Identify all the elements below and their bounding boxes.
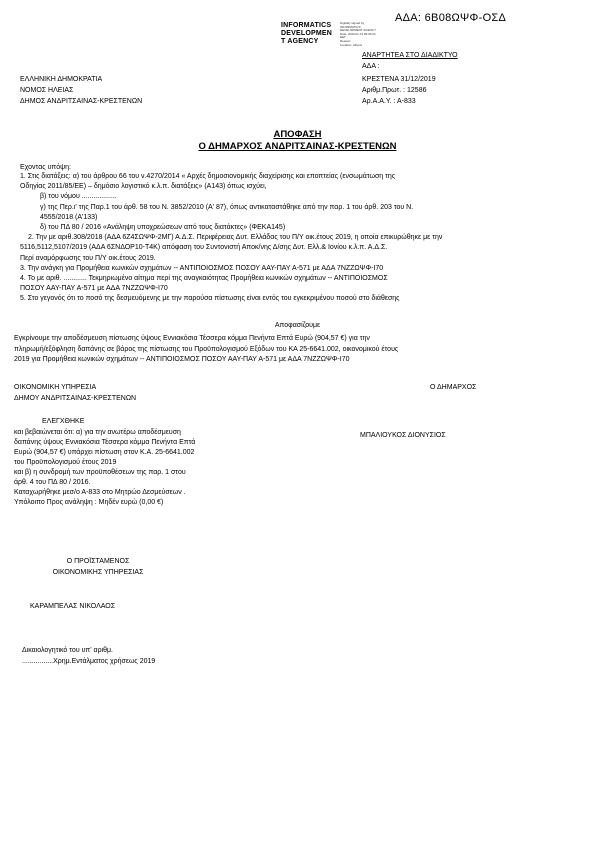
signature-logo-text [281, 22, 332, 46]
checked-line: και βεβαιώνεται ότι: α) για την ανωτέρω αποδέσμευση [14, 429, 181, 436]
ada-label: ΑΔΑ : [362, 63, 380, 70]
finance-line: ΔΗΜΟΥ ΑΝΔΡΙΤΣΑΙΝΑΣ-ΚΡΕΣΤΕΝΩΝ [14, 395, 137, 402]
checked-line: Ευρώ (904,57 €) υπάρχει πίστωση στον Κ.Α. 25-6641.002 [14, 449, 195, 456]
head-of-finance [0, 556, 196, 578]
considerations-list [20, 172, 442, 305]
consideration-line: β) του νόμου .................. [40, 193, 117, 201]
consideration-line: 5. Στο γεγονός ότι το ποσό της δεσμευόμενης με την παρούσα πίστωσης είναι εντός του εγκεκριμένου ποσού στο διάθεσης [20, 295, 400, 303]
head-line: ΟΙΚΟΝΟΜΙΚΗΣ ΥΠΗΡΕΣΙΑΣ [52, 569, 144, 576]
consideration-line: Οδηγίας 2011/85/ΕΕ) – δημόσιο λογιστικό κ.λ.π. διατάξεις» (Α143) όπως ισχύει, [20, 183, 267, 191]
sig-line: Date: 2020.01.13 09:36:24 [340, 31, 376, 36]
consideration-line: Περί αναμόρφωσης του Π/Υ οικ.έτους 2019. [20, 254, 156, 262]
sig-line: EET [340, 35, 346, 40]
header-right [362, 74, 436, 107]
document-subtitle: Ο ΔΗΜΑΡΧΟΣ ΑΝΔΡΙΤΣΑΙΝΑΣ-ΚΡΕΣΤΕΝΩΝ [198, 141, 397, 152]
mayor-title: Ο ΔΗΜΑΡΧΟΣ [430, 384, 477, 391]
footer-note [22, 646, 155, 667]
checked-line: Καταχωρήθηκε μεσ/ο Α-833 στο Μητρώο Δεσμεύσεων . [14, 489, 186, 496]
header-left-line: ΕΛΛΗΝΙΚΗ ΔΗΜΟΚΡΑΤΙΑ [20, 76, 103, 83]
posted-online-label: ΑΝΑΡΤΗΤΕΑ ΣΤΟ ΔΙΑΔΙΚΤΥΟ [362, 52, 458, 59]
sig-line: Reason: [340, 38, 352, 43]
header-right-line: Αρ.Α.Α.Υ. : Α-833 [362, 98, 416, 105]
consideration-line: 5116,5112,5107/2019 (ΑΔΑ 6ΣΝΔΟΡ10-Τ4Κ) απόφαση του Συντονιστή Αποκ/νης Δ/σης Δυτ. Ελλ.& Ιονίου κ.λ.π. Α.Δ.Σ. [20, 244, 388, 252]
finance-line: ΟΙΚΟΝΟΜΙΚΗ ΥΠΗΡΕΣΙΑ [14, 384, 97, 391]
consideration-line: γ) της Περ.ι' της Παρ.1 του άρθ. 58 του Ν. 3852/2010 (Α' 87), όπως αντικαταστάθηκε από την παρ. 1 του άρθ. 203 του Ν. [40, 203, 414, 211]
decision-line: πληρωμή/εξόφληση δαπάνης σε βάρος της πίστωσης του Προϋπολογισμού Εξόδων του ΚΑ 25-6641.002, οικονομικού έτους [14, 345, 399, 353]
footer-line: Δικαιολογητικό του υπ' αριθμ. [22, 647, 113, 654]
header-left-line: ΝΟΜΟΣ ΗΛΕΙΑΣ [20, 87, 74, 94]
checked-line: άρθ. 4 του ΠΔ 80 / 2016. [14, 479, 91, 486]
head-of-finance-name: ΚΑΡΑΜΠΕΛΑΣ ΝΙΚΟΛΑΟΣ [30, 603, 116, 610]
decision-text [14, 334, 398, 366]
logo-line: DEVELOPMEN [281, 30, 333, 37]
intro-text: Εχοντας υπόψη: [20, 164, 71, 171]
consideration-line: 4. Το με αριθ. ............ Τεκμηριωμένο αίτημα περί της αναγκαιότητας Προμήθεια κωνικών σχημάτων -- ΑΝΤΙΠΟΙΟΣΜΟΣ [20, 275, 388, 283]
header-right-line: ΚΡΕΣΤΕΝΑ 31/12/2019 [362, 76, 436, 83]
ada-number: ΑΔΑ: 6Β08ΩΨΦ-ΟΣΔ [395, 12, 507, 24]
checked-line: δαπάνης ύψους Εννιακόσια Τέσσερα κόμμα Πενήντα Επτά [14, 439, 196, 446]
logo-line: INFORMATICS [281, 22, 332, 29]
consideration-line: ΠΟΣΟΥ ΑΑΥ-ΠΑΥ Α-571 με ΑΔΑ 7ΝΖΖΩΨΦ-Ι70 [20, 285, 168, 293]
checked-line: Υπόλοιπο Προς ανάληψη : Μηδέν ευρώ (0,00 €) [14, 499, 164, 506]
footer-line: ................Χρημ.Εντάλματος χρήσεως 2019 [22, 657, 156, 665]
decide-label: Αποφασίζουμε [274, 322, 321, 329]
consideration-line: 3. Την ανάγκη για Προμήθεια κωνικών σχημάτων -- ΑΝΤΙΠΟΙΟΣΜΟΣ ΠΟΣΟΥ ΑΑΥ-ΠΑΥ Α-571 με ΑΔΑ 7ΝΖΖΩΨΦ-Ι70 [20, 264, 384, 272]
sig-line: DEVELOPMENT AGENCY [340, 28, 376, 33]
checked-line: και β) η συνδρομή των προϋποθέσεων της παρ. 1 στου [14, 469, 186, 476]
mayor-name: ΜΠΑΛΙΟΥΚΟΣ ΔΙΟΝΥΣΙΟΣ [360, 432, 446, 439]
logo-line: T AGENCY [281, 38, 319, 45]
checked-label: ΕΛΕΓΧΘΗΚΕ [42, 418, 85, 425]
sig-line: Digitally signed by [340, 21, 365, 25]
checked-details [14, 428, 195, 508]
consideration-line: 4555/2018 (Α'133) [40, 213, 98, 221]
header-right-line: Αριθμ.Πρωτ. : 12586 [362, 87, 427, 94]
sig-line: Location: Athens [340, 42, 363, 47]
digital-signature-details [340, 22, 376, 47]
header-left [20, 74, 142, 107]
finance-department [14, 382, 136, 404]
header-left-line: ΔΗΜΟΣ ΑΝΔΡΙΤΣΑΙΝΑΣ-ΚΡΕΣΤΕΝΩΝ [20, 98, 143, 105]
consideration-line: 2. Την με αριθ.308/2018 (ΑΔΑ 6Ζ4ΣΩΨΦ-2ΜΓ) Α.Δ.Σ. Περιφέρειας Δυτ. Ελλάδας του Π/Υ οικ.έτους 2019, η οποία επικυρώθηκε με την [28, 234, 443, 242]
head-line: Ο ΠΡΟΪΣΤΑΜΕΝΟΣ [66, 558, 130, 565]
decision-line: Εγκρίνουμε την αποδέσμευση πίστωσης ύψους Εννιακόσια Τέσσερα κόμμα Πενήντα Επτά Ευρώ (904,57 €) για την [14, 335, 370, 342]
sig-line: INFORMATICS [340, 24, 361, 29]
consideration-line: 1. Στις διατάξεις: α) του άρθρου 66 του ν.4270/2014 « Αρχές δημοσιονομικής διαχείρισης και εποπτείας (ενσωμάτωση της [20, 173, 396, 180]
document-title: ΑΠΟΦΑΣΗ [273, 129, 322, 140]
decision-line: 2019 για Προμήθεια κωνικών σχημάτων -- ΑΝΤΙΠΟΙΟΣΜΟΣ ΠΟΣΟΥ ΑΑΥ-ΠΑΥ Α-571 με ΑΔΑ 7ΝΖΖΩΨΦ-Ι70 [14, 356, 350, 363]
consideration-line: δ) του ΠΔ 80 / 2016 «Ανάληψη υποχρεώσεων από τους διατάκτες» (ΦΕΚΑ145) [40, 224, 286, 232]
checked-line: του Προϋπολογισμού έτους 2019 [14, 459, 117, 466]
